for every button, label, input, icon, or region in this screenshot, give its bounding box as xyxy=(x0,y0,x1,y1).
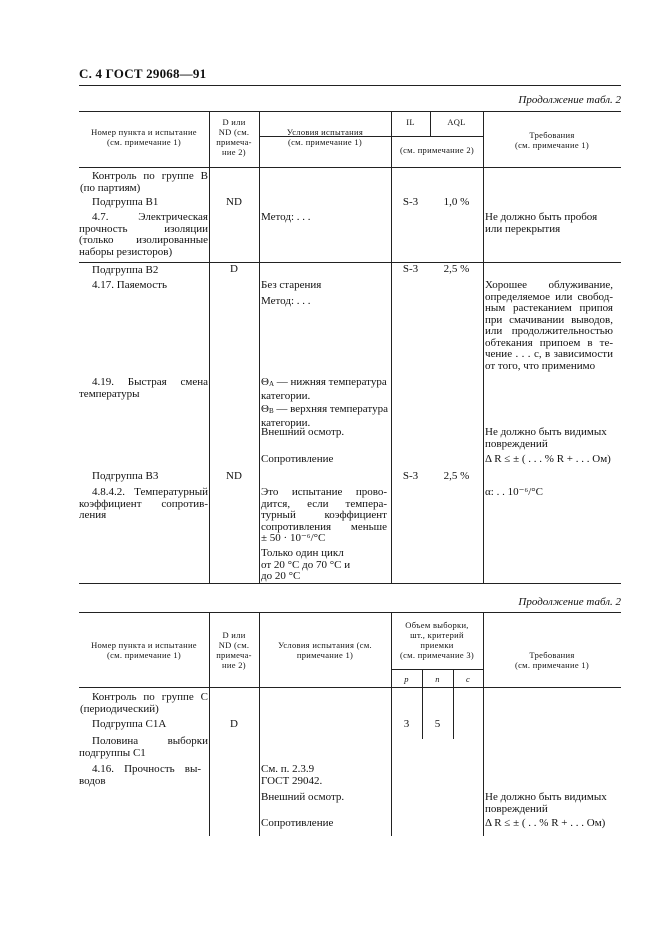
group-b-title: Контроль по группе В (по партиям) xyxy=(80,170,208,194)
t2-head-requirements: Требования (см. примечание 1) xyxy=(514,650,590,670)
c1a-req-resistance: Δ R ≤ ± ( . . % R + . . . Ом) xyxy=(485,817,606,829)
header-rule xyxy=(79,85,621,86)
page-header: С. 4 ГОСТ 29068—91 xyxy=(79,66,207,81)
table2-continuation: Продолжение табл. 2 xyxy=(518,596,621,608)
b2-req-visual: Не должно быть видимых повреждений xyxy=(485,426,607,450)
b2-cond-no-aging: Без старения xyxy=(261,279,322,291)
b2-il: S-3 xyxy=(402,263,419,275)
b2-req-resistance: Δ R ≤ ± ( . . . % R + . . . Ом) xyxy=(485,453,611,465)
b2-requirement-417: Хорошее облуживание, определяемое или свобод- ным растеканием припоя при смачивании выводов, или продолжительностью обтекания припоем в те- чение . . . с, в зависимости от того, что применимо xyxy=(485,279,613,372)
b2-aql: 2,5 % xyxy=(443,263,470,275)
b2-theta-b: ΘB — верхняя температура категории. xyxy=(261,403,388,429)
b2-method: Метод: . . . xyxy=(261,295,311,307)
b1-method: Метод: . . . xyxy=(261,211,311,223)
b1-aql: 1,0 % xyxy=(443,196,470,208)
b1-label: Подгруппа В1 xyxy=(92,196,159,208)
b3-il: S-3 xyxy=(402,470,419,482)
b3-aql: 2,5 % xyxy=(443,470,470,482)
t1-head-il-aql-note: (см. примечание 2) xyxy=(399,145,475,155)
t1-head-dnd: D или ND (см. примеча- ние 2) xyxy=(216,117,252,157)
c1a-resistance: Сопротивление xyxy=(261,817,334,829)
b2-theta-a: ΘA — нижняя температура категории. xyxy=(261,376,387,402)
c1a-test-416: 4.16. Прочность вы- водов xyxy=(79,763,201,787)
t2-head-dnd: D или ND (см. примеча- ние 2) xyxy=(216,630,252,670)
c1a-req-visual: Не должно быть видимых повреждений xyxy=(485,791,607,815)
b2-test-419: 4.19. Быстрая смена температуры xyxy=(79,376,208,400)
c1a-dnd: D xyxy=(230,718,238,730)
b3-conditions-2: Только один цикл от 20 °С до 70 °С и до 20 °С xyxy=(261,547,351,582)
table1-continuation: Продолжение табл. 2 xyxy=(518,94,621,106)
b2-resistance: Сопротивление xyxy=(261,453,334,465)
b2-label: Подгруппа В2 xyxy=(92,264,159,276)
t2-head-sample: Объем выборки, шт., критерий приемки (см. примечание 3) xyxy=(399,620,475,660)
b2-test-417: 4.17. Паяемость xyxy=(92,279,167,291)
b1-test: 4.7. Электрическая прочность изоляции (только изолированные наборы резисторов) xyxy=(79,211,208,258)
group-c-title: Контроль по группе С (периодический) xyxy=(80,691,208,715)
c1-half: Половина выборки подгруппы С1 xyxy=(79,735,208,759)
b2-dnd: D xyxy=(230,263,238,275)
t1-head-item: Номер пункта и испытание (см. примечание 1) xyxy=(91,127,197,147)
t2-head-conditions: Условия испытания (см. примечание 1) xyxy=(278,640,372,660)
t1-head-requirements: Требования (см. примечание 1) xyxy=(514,130,590,150)
t2-head-c: c xyxy=(465,674,471,684)
b3-label: Подгруппа В3 xyxy=(92,470,159,482)
t1-head-aql: AQL xyxy=(447,117,466,127)
c1a-visual: Внешний осмотр. xyxy=(261,791,345,803)
c1a-cond-ref: См. п. 2.3.9 ГОСТ 29042. xyxy=(261,763,323,787)
c1a-p: 3 xyxy=(403,718,410,730)
c1a-label: Подгруппа С1А xyxy=(92,718,167,730)
t1-head-il: IL xyxy=(406,117,415,127)
t2-head-p: p xyxy=(404,674,409,684)
b3-conditions: Это испытание прово- дится, если темпера- турный коэффициент сопротивления меньше ± 50 · 10⁻⁶/°С xyxy=(261,486,387,544)
c1a-n: 5 xyxy=(434,718,441,730)
b3-dnd: ND xyxy=(226,470,242,482)
b3-test: 4.8.4.2. Температурный коэффициент сопротив- ления xyxy=(79,486,208,521)
t2-head-n: n xyxy=(435,674,440,684)
b1-il: S-3 xyxy=(402,196,419,208)
t2-head-item: Номер пункта и испытание (см. примечание 1) xyxy=(91,640,197,660)
b2-visual: Внешний осмотр. xyxy=(261,426,345,438)
b1-requirement: Не должно быть пробоя или перекрытия xyxy=(485,211,598,235)
t1-head-conditions: Условия испытания (см. примечание 1) xyxy=(286,127,364,147)
b3-requirement: α: . . 10⁻⁶/°С xyxy=(485,486,544,498)
b1-dnd: ND xyxy=(226,196,242,208)
